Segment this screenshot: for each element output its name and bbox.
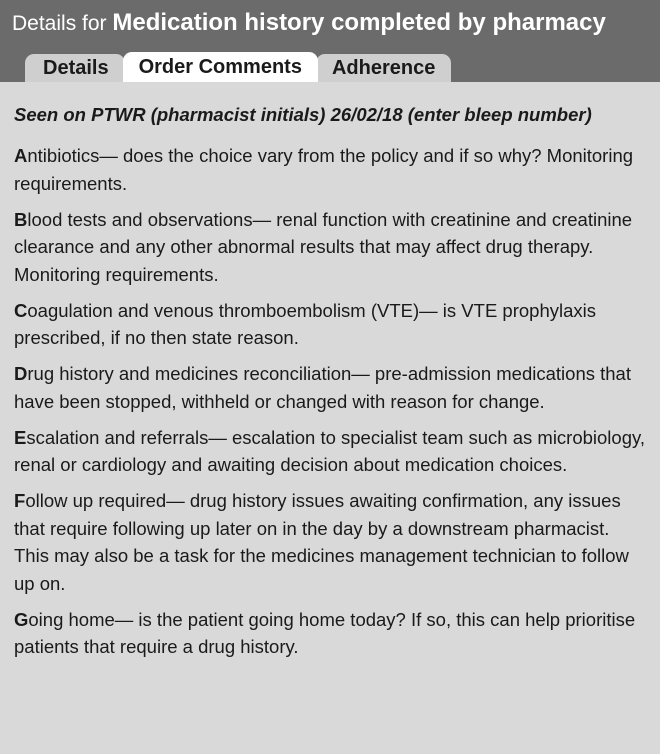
item-letter: D [14,363,28,384]
item-letter: E [14,426,27,448]
seen-note: Seen on PTWR (pharmacist initials) 26/02/18 (enter bleep number) [14,104,592,125]
item-title: rug history and medicines reconciliation [27,363,352,384]
item-title: scalation and referrals [26,426,209,448]
list-item [14,360,646,415]
item-title: lood tests and observations [27,208,253,230]
panel-title [12,9,606,37]
item-letter: A [14,145,28,166]
item-title: ollow up required [25,490,167,511]
tab-adherence[interactable]: Adherence [316,54,451,82]
item-letter: F [14,490,26,511]
list-item [14,297,646,352]
panel-header [0,0,660,82]
title-main: Medication history completed by pharmacy [112,9,606,36]
item-title: oagulation and venous thromboembolism (VTE) [27,299,420,321]
list-item [14,142,646,197]
item-letter: G [14,608,29,630]
title-prefix: Details for [12,12,113,35]
list-item [14,606,646,661]
item-title: oing home [28,608,115,630]
item-text: — is the patient going home today? If so, this can help prioritise patients that require a drug history. [14,608,636,657]
item-letter: C [14,299,28,321]
item-text: — is VTE prophylaxis prescribed, if no then state reason. [14,299,597,348]
tab-bar [25,52,449,82]
item-title: ntibiotics [27,145,100,166]
order-comments-content [0,82,660,661]
item-text: — pre-admission medications that have been stopped, withheld or changed with reason for change. [14,363,631,412]
list-item [14,206,646,289]
item-text: — escalation to specialist team such as microbiology, renal or cardiology and awaiting decision about medication choices. [14,426,646,475]
item-text: — does the choice vary from the policy and if so why? Monitoring requirements. [14,145,634,194]
list-item [14,424,646,479]
item-text: — drug history issues awaiting confirmation, any issues that require following up later on in the day by a downstream pharmacist. This may also be a task for the medicines management technician to follow up on. [14,490,629,594]
tab-details[interactable]: Details [25,54,125,82]
tab-order-comments[interactable]: Order Comments [123,52,318,82]
list-item [14,487,646,597]
item-text: — renal function with creatinine and creatinine clearance and any other abnormal results that may affect drug therapy. Monitoring requirements. [14,208,633,285]
item-letter: B [14,208,28,230]
